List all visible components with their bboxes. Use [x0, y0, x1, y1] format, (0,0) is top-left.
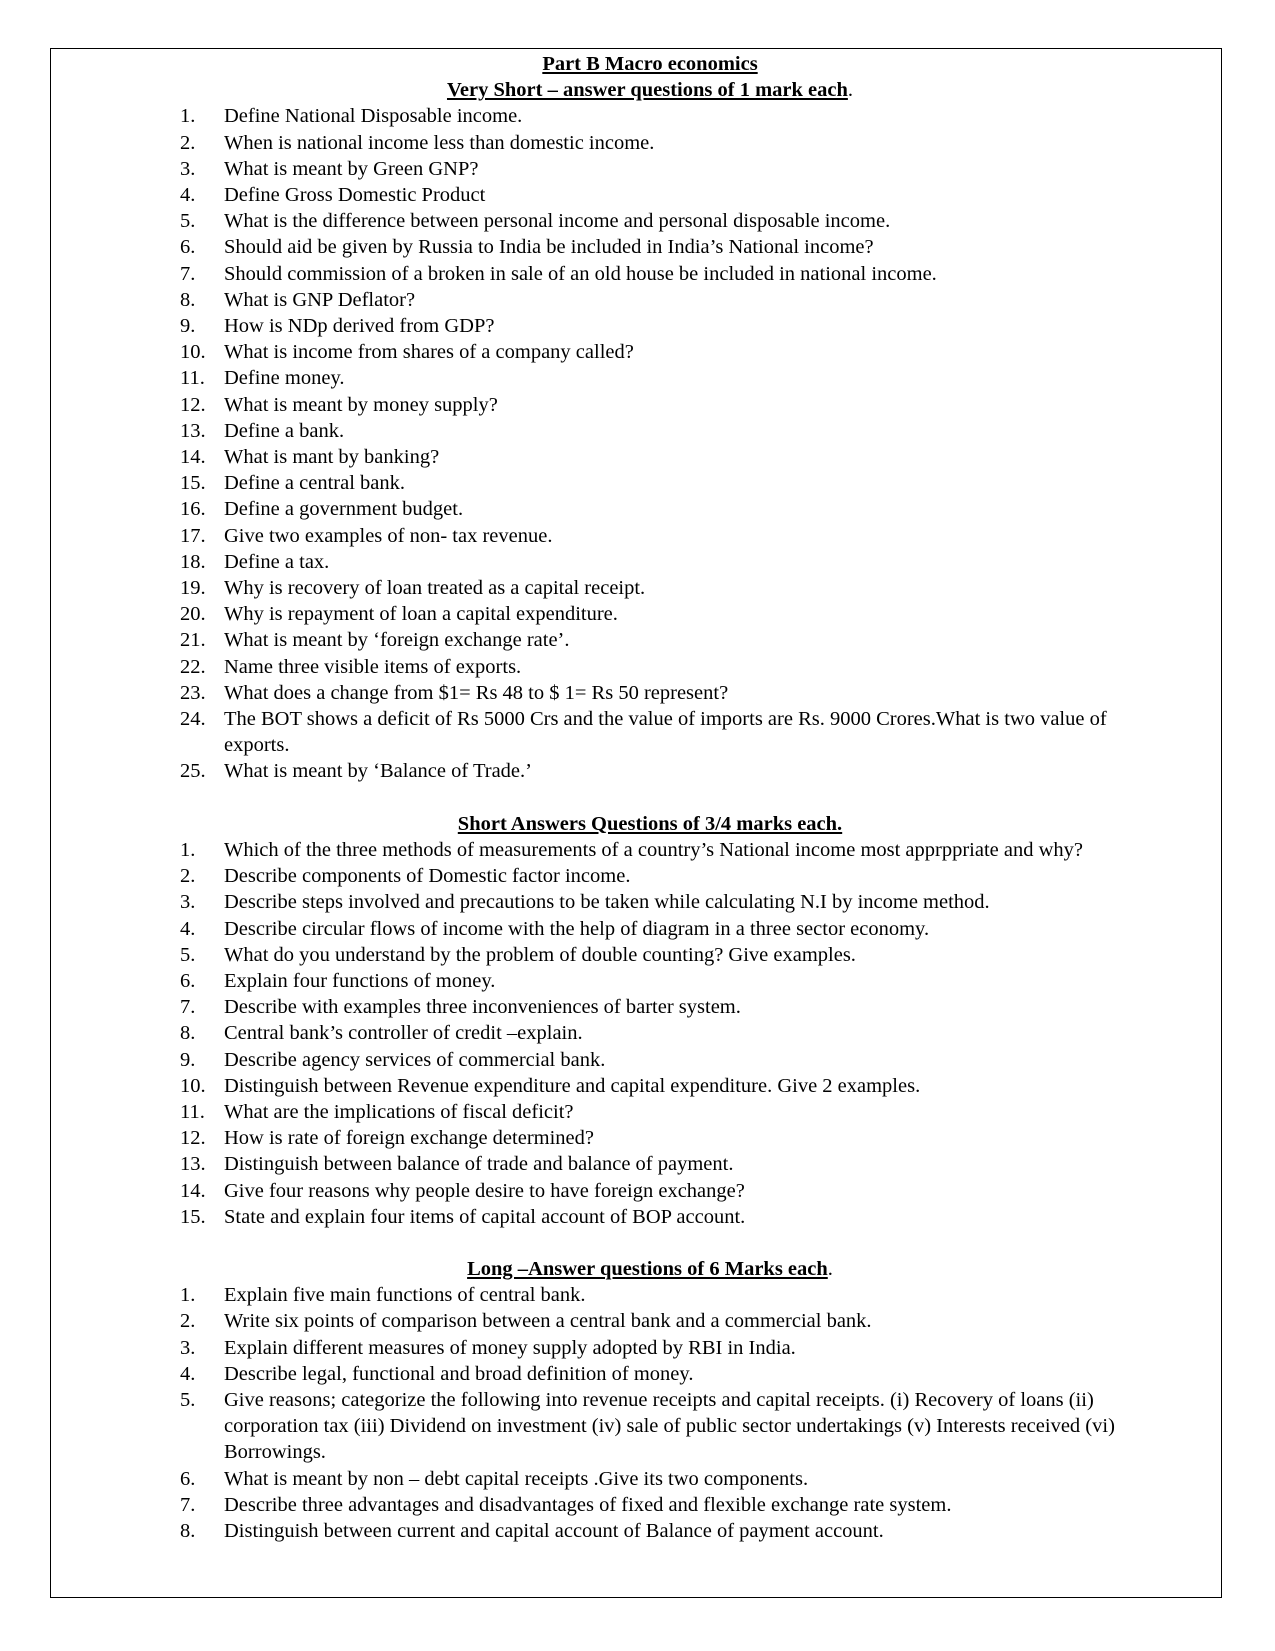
question-text: Define a central bank. — [224, 472, 405, 495]
question-item — [180, 496, 1120, 522]
question-number: 12. — [180, 1127, 206, 1150]
question-number: 6. — [180, 236, 196, 259]
question-item — [180, 1492, 1120, 1518]
question-item — [180, 418, 1120, 444]
question-number: 10. — [180, 341, 206, 364]
question-item — [180, 130, 1120, 156]
question-item — [180, 470, 1120, 496]
question-number: 12. — [180, 393, 206, 416]
question-number: 2. — [180, 1310, 196, 1333]
question-item — [180, 889, 1120, 915]
question-item — [180, 706, 1120, 758]
question-number: 9. — [180, 315, 196, 338]
section-heading-long-answer: Long –Answer questions of 6 Marks each. — [467, 1257, 833, 1280]
question-item — [180, 523, 1120, 549]
question-item — [180, 654, 1120, 680]
question-number: 23. — [180, 681, 206, 704]
question-text: Distinguish between Revenue expenditure and capital expenditure. Give 2 examples. — [224, 1074, 921, 1097]
section-spacer — [180, 785, 1120, 811]
question-text: Should aid be given by Russia to India be included in India’s National income? — [224, 236, 874, 259]
question-item — [180, 916, 1120, 942]
question-text: What do you understand by the problem of double counting? Give examples. — [224, 943, 856, 966]
question-text: What is meant by non – debt capital receipts .Give its two components. — [224, 1467, 809, 1490]
question-text: Name three visible items of exports. — [224, 655, 522, 678]
question-item — [180, 444, 1120, 470]
question-item — [180, 1308, 1120, 1334]
question-text: What is meant by money supply? — [224, 393, 498, 416]
question-text: Define Gross Domestic Product — [224, 184, 486, 207]
question-number: 20. — [180, 603, 206, 626]
question-text: How is NDp derived from GDP? — [224, 315, 495, 338]
question-number: 21. — [180, 629, 206, 652]
question-item — [180, 392, 1120, 418]
question-text: Distinguish between current and capital account of Balance of payment account. — [224, 1519, 884, 1542]
question-item — [180, 1518, 1120, 1544]
question-number: 5. — [180, 1388, 196, 1411]
question-list-short-answers — [180, 837, 1120, 1230]
question-item — [180, 994, 1120, 1020]
question-item — [180, 339, 1120, 365]
question-text: Define money. — [224, 367, 345, 390]
question-number: 5. — [180, 210, 196, 233]
question-item — [180, 575, 1120, 601]
question-item — [180, 1335, 1120, 1361]
question-number: 7. — [180, 996, 196, 1019]
question-text: Explain four functions of money. — [224, 969, 496, 992]
question-text: What is the difference between personal income and personal disposable income. — [224, 210, 891, 233]
question-text: Define a government budget. — [224, 498, 464, 521]
question-item — [180, 1204, 1120, 1230]
question-text: Describe components of Domestic factor income. — [224, 865, 631, 888]
question-number: 2. — [180, 131, 196, 154]
question-number: 7. — [180, 1493, 196, 1516]
section-heading-very-short: Very Short – answer questions of 1 mark each. — [446, 79, 854, 102]
question-text: Give two examples of non- tax revenue. — [224, 524, 553, 547]
question-text: Distinguish between balance of trade and balance of payment. — [224, 1153, 734, 1176]
sections-container — [180, 77, 1120, 1544]
question-item — [180, 261, 1120, 287]
question-number: 6. — [180, 1467, 196, 1490]
question-text: Describe three advantages and disadvantages of fixed and flexible exchange rate system. — [224, 1493, 952, 1516]
document-content — [180, 51, 1120, 1544]
question-item — [180, 1020, 1120, 1046]
question-number: 4. — [180, 1362, 196, 1385]
question-text: Define a tax. — [224, 550, 330, 573]
question-item — [180, 182, 1120, 208]
question-item — [180, 863, 1120, 889]
question-number: 4. — [180, 184, 196, 207]
question-item — [180, 1125, 1120, 1151]
question-text: Describe agency services of commercial bank. — [224, 1048, 606, 1071]
question-item — [180, 968, 1120, 994]
question-text: Central bank’s controller of credit –explain. — [224, 1022, 583, 1045]
question-item — [180, 156, 1120, 182]
question-number: 8. — [180, 1519, 196, 1542]
question-item — [180, 287, 1120, 313]
question-text: Describe circular flows of income with the help of diagram in a three sector economy. — [224, 917, 930, 940]
question-item — [180, 1099, 1120, 1125]
question-number: 9. — [180, 1048, 196, 1071]
question-item — [180, 1282, 1120, 1308]
question-item — [180, 758, 1120, 784]
question-text: Why is repayment of loan a capital expenditure. — [224, 603, 618, 626]
question-text: What is meant by Green GNP? — [224, 157, 479, 180]
question-number: 6. — [180, 969, 196, 992]
question-text: The BOT shows a deficit of Rs 5000 Crs and the value of imports are Rs. 9000 Crores.What is two value of exports. — [224, 708, 1107, 757]
question-text: What is GNP Deflator? — [224, 288, 416, 311]
question-text: Explain five main functions of central bank. — [224, 1284, 586, 1307]
section-spacer — [180, 1230, 1120, 1256]
question-number: 14. — [180, 1179, 206, 1202]
question-item — [180, 1387, 1120, 1466]
question-number: 3. — [180, 157, 196, 180]
question-number: 13. — [180, 1153, 206, 1176]
question-item — [180, 601, 1120, 627]
question-text: Write six points of comparison between a central bank and a commercial bank. — [224, 1310, 872, 1333]
question-item — [180, 1361, 1120, 1387]
question-text: Why is recovery of loan treated as a capital receipt. — [224, 577, 646, 600]
question-text: Describe steps involved and precautions to be taken while calculating N.I by income method. — [224, 891, 990, 914]
question-text: Which of the three methods of measurements of a country’s National income most apprppriate and why? — [224, 838, 1084, 861]
question-number: 15. — [180, 1205, 206, 1228]
question-item — [180, 1151, 1120, 1177]
question-text: What is meant by ‘Balance of Trade.’ — [224, 760, 532, 783]
question-number: 10. — [180, 1074, 206, 1097]
question-list-very-short — [180, 103, 1120, 784]
question-item — [180, 837, 1120, 863]
question-item — [180, 942, 1120, 968]
question-item — [180, 234, 1120, 260]
question-item — [180, 1466, 1120, 1492]
question-text: Give four reasons why people desire to have foreign exchange? — [224, 1179, 745, 1202]
question-text: What are the implications of fiscal deficit? — [224, 1100, 574, 1123]
question-number: 22. — [180, 655, 206, 678]
question-text: How is rate of foreign exchange determined? — [224, 1127, 594, 1150]
question-number: 24. — [180, 708, 206, 731]
question-number: 11. — [180, 1100, 205, 1123]
question-text: Should commission of a broken in sale of an old house be included in national income. — [224, 262, 937, 285]
question-text: What does a change from $1= Rs 48 to $ 1= Rs 50 represent? — [224, 681, 729, 704]
question-number: 15. — [180, 472, 206, 495]
question-number: 17. — [180, 524, 206, 547]
question-item — [180, 549, 1120, 575]
question-text: State and explain four items of capital account of BOP account. — [224, 1205, 746, 1228]
question-text: Define National Disposable income. — [224, 105, 523, 128]
question-text: Explain different measures of money supply adopted by RBI in India. — [224, 1336, 796, 1359]
question-text: Describe legal, functional and broad definition of money. — [224, 1362, 694, 1385]
question-text: When is national income less than domestic income. — [224, 131, 655, 154]
question-number: 16. — [180, 498, 206, 521]
question-number: 4. — [180, 917, 196, 940]
document-title: Part B Macro economics — [542, 53, 758, 75]
question-number: 3. — [180, 1336, 196, 1359]
question-text: What is income from shares of a company called? — [224, 341, 634, 364]
question-number: 14. — [180, 446, 206, 469]
section-heading-short-answers: Short Answers Questions of 3/4 marks each. — [457, 812, 843, 835]
question-text: What is mant by banking? — [224, 446, 440, 469]
question-number: 8. — [180, 288, 196, 311]
question-number: 1. — [180, 1284, 196, 1307]
question-list-long-answer — [180, 1282, 1120, 1544]
question-number: 11. — [180, 367, 205, 390]
question-text: Describe with examples three inconveniences of barter system. — [224, 996, 741, 1019]
question-item — [180, 365, 1120, 391]
question-number: 8. — [180, 1022, 196, 1045]
question-number: 13. — [180, 419, 206, 442]
question-item — [180, 103, 1120, 129]
question-number: 3. — [180, 891, 196, 914]
question-text: Give reasons; categorize the following into revenue receipts and capital receipts. (i) Recovery of loans (ii) corporation tax (iii) Dividend on investment (iv) sale of public sector undertakings (v) Interests received (vi) Borrowings. — [224, 1388, 1115, 1464]
question-item — [180, 1178, 1120, 1204]
question-number: 7. — [180, 262, 196, 285]
question-number: 5. — [180, 943, 196, 966]
question-number: 19. — [180, 577, 206, 600]
question-number: 1. — [180, 105, 196, 128]
question-item — [180, 627, 1120, 653]
question-item — [180, 313, 1120, 339]
question-item — [180, 1047, 1120, 1073]
question-text: Define a bank. — [224, 419, 345, 442]
question-number: 1. — [180, 838, 196, 861]
question-item — [180, 208, 1120, 234]
question-item — [180, 1073, 1120, 1099]
question-item — [180, 680, 1120, 706]
question-number: 2. — [180, 865, 196, 888]
question-text: What is meant by ‘foreign exchange rate’. — [224, 629, 570, 652]
question-number: 25. — [180, 760, 206, 783]
question-number: 18. — [180, 550, 206, 573]
